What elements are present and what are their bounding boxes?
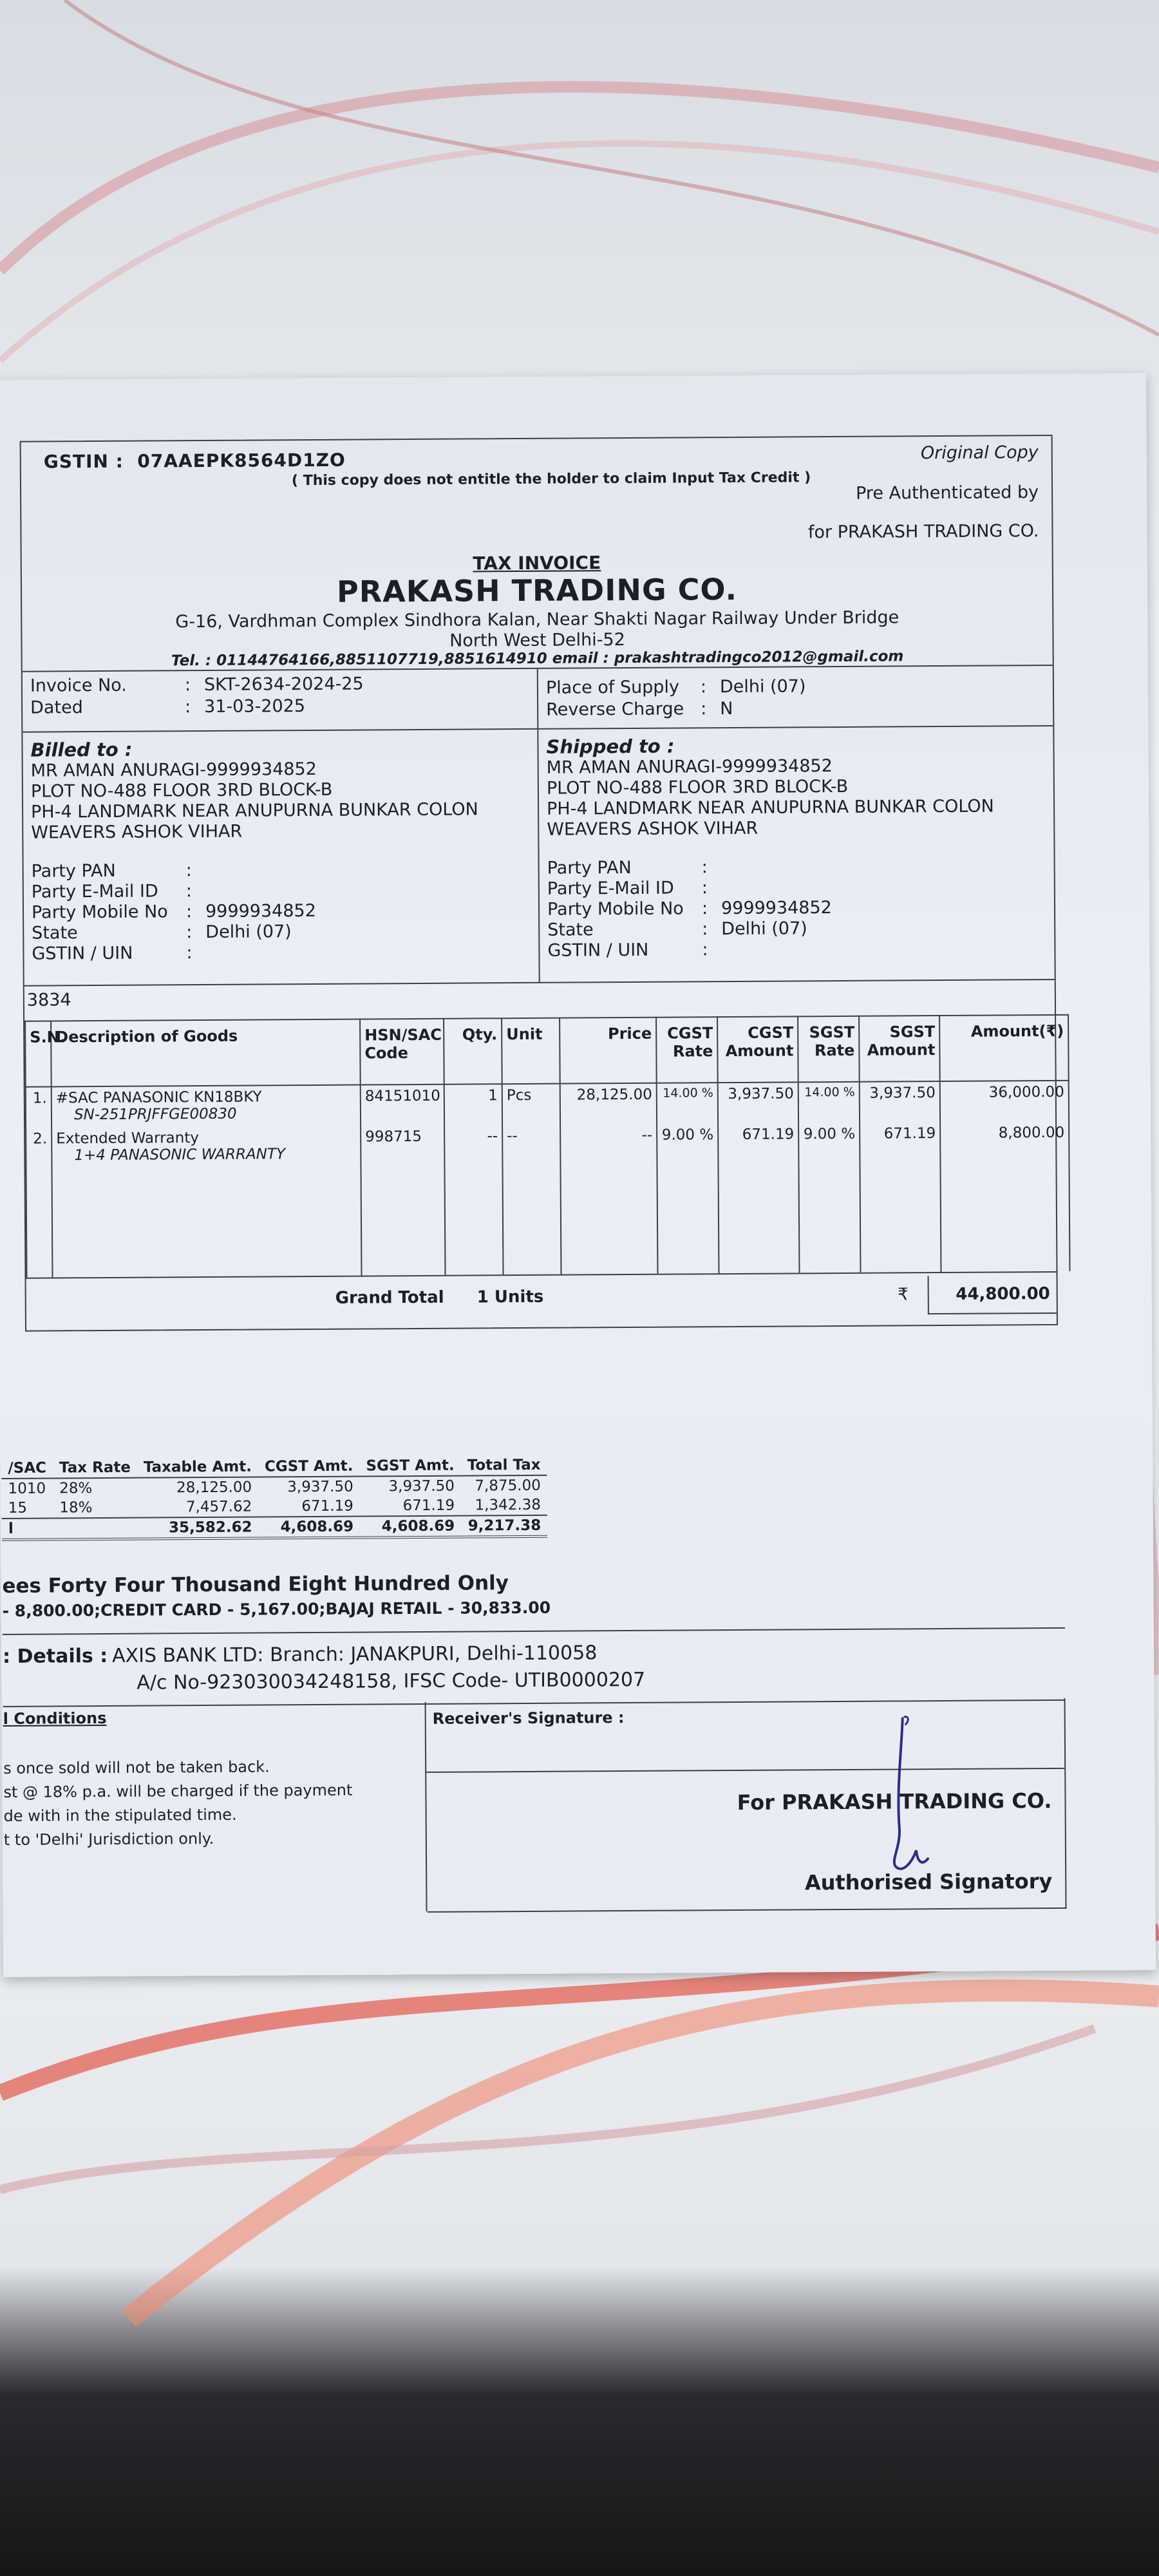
invoice-no-label: Invoice No. <box>30 675 127 696</box>
item-serial: SN-251PRJFFGE00830 <box>73 1105 237 1124</box>
terms-line: s once sold will not be taken back. <box>3 1757 270 1777</box>
item-cgst-amt: 3,937.50 <box>718 1082 798 1124</box>
grand-total-value: 44,800.00 <box>928 1275 1057 1314</box>
grand-total-units: 1 Units <box>476 1287 544 1307</box>
invoice-paper <box>0 373 1156 1977</box>
tax-total-cell: 4,608.69 <box>360 1516 461 1538</box>
col-sgst-amount: SGST Amount <box>859 1016 940 1082</box>
invoice-footer <box>3 1698 1067 1914</box>
amount-in-words: ees Forty Four Thousand Eight Hundred Only <box>2 1571 509 1598</box>
itc-notice: ( This copy does not entitle the holder to claim Input Tax Credit ) <box>291 469 811 489</box>
place-label: Place of Supply <box>545 677 680 698</box>
col-price: Price <box>560 1018 657 1084</box>
signature-block <box>426 1698 1067 1913</box>
seller-gstin: GSTIN : 07AAEPK8564D1ZO <box>43 449 346 473</box>
tax-cell: 3,937.50 <box>388 1477 455 1495</box>
reference-code: 3834 <box>24 979 1055 1021</box>
billed-gstin-label: GSTIN / UIN <box>32 943 133 964</box>
tax-cell: 28,125.00 <box>176 1479 252 1497</box>
invoice-no: SKT-2634-2024-25 <box>203 674 364 696</box>
shipped-mobile-label: Party Mobile No <box>547 898 684 920</box>
col-sgst-rate: SGST Rate <box>798 1016 860 1083</box>
tax-summary-table <box>1 1455 547 1541</box>
bank-line-1: AXIS BANK LTD: Branch: JANAKPURI, Delhi-110058 <box>112 1642 598 1667</box>
tax-col-total: Total Tax <box>461 1455 547 1476</box>
table-row <box>26 1122 1069 1170</box>
items-table <box>24 1014 1070 1278</box>
tax-cell: 671.19 <box>402 1497 455 1515</box>
item-sgst-amt: 3,937.50 <box>860 1081 940 1123</box>
invoice-header <box>21 436 1053 671</box>
tax-cell: 1,342.38 <box>475 1496 542 1514</box>
invoice-meta-right: Place of Supply : Delhi (07) Reverse Charge : N <box>537 666 1053 728</box>
reverse-charge: N <box>720 698 733 719</box>
tax-total-row <box>2 1515 547 1540</box>
tax-cell: 18% <box>59 1499 93 1517</box>
item-sn: 2. <box>26 1128 52 1169</box>
party-details <box>23 725 1054 985</box>
invoice-frame <box>2 435 1065 1895</box>
document-title: TAX INVOICE <box>473 552 601 574</box>
tax-cell: 671.19 <box>301 1497 353 1515</box>
terms-line: t to 'Delhi' Jurisdiction only. <box>3 1829 214 1849</box>
for-company-signature: For PRAKASH TRADING CO. <box>737 1788 1052 1815</box>
item-desc: Extended Warranty 1+4 PANASONIC WARRANTY <box>52 1126 361 1170</box>
item-hsn: 84151010 <box>361 1084 444 1126</box>
rupee-icon: ₹ <box>898 1285 909 1305</box>
authorised-signatory: Authorised Signatory <box>804 1868 1053 1895</box>
item-price: 28,125.00 <box>560 1083 657 1125</box>
billed-state: Delhi (07) <box>205 922 292 943</box>
shipped-to-title: Shipped to : <box>546 735 675 758</box>
reverse-label: Reverse Charge <box>546 699 684 720</box>
grand-total-row <box>26 1271 1057 1331</box>
terms-line: st @ 18% p.a. will be charged if the payment <box>3 1781 353 1801</box>
shipped-gstin-label: GSTIN / UIN <box>547 940 649 961</box>
shipped-addr1: PLOT NO-488 FLOOR 3RD BLOCK-B <box>546 776 849 799</box>
pre-authenticated: Pre Authenticated by <box>855 482 1039 504</box>
col-qty: Qty. <box>444 1018 502 1084</box>
col-cgst-rate: CGST Rate <box>656 1017 718 1083</box>
tax-col-taxable: Taxable Amt. <box>137 1457 258 1478</box>
receiver-signature-label: Receiver's Signature : <box>426 1698 1065 1773</box>
dated-label: Dated <box>30 697 83 718</box>
tax-cell: 7,875.00 <box>475 1477 541 1495</box>
billed-to-title: Billed to : <box>30 738 133 761</box>
company-name: PRAKASH TRADING CO. <box>336 571 738 609</box>
billed-mobile-label: Party Mobile No <box>31 902 168 923</box>
shipped-pan-label: Party PAN <box>547 857 632 878</box>
billed-email-label: Party E-Mail ID <box>31 881 158 902</box>
item-cgst-rate: 9.00 % <box>657 1124 718 1166</box>
shipped-name: MR AMAN ANURAGI-9999934852 <box>546 756 833 778</box>
col-sn: S.N. <box>25 1021 52 1086</box>
item-sn: 1. <box>26 1086 52 1128</box>
tax-cell: 7,457.62 <box>185 1498 252 1516</box>
billed-to: Billed to : MR AMAN ANURAGI-9999934852 PLOT NO-488 FLOOR 3RD BLOCK-B PH-4 LANDMARK NEAR ANUPURNA BUNKAR COLON WEAVERS ASHOK VIHAR Party PAN : Party E-Mail ID : Party Mobile No : 9999934852 State : Delhi (07) GSTIN / UIN : <box>23 730 538 985</box>
terms-conditions <box>3 1702 428 1914</box>
col-hsn: HSN/SAC Code <box>360 1019 444 1085</box>
item-qty: 1 <box>444 1084 502 1126</box>
item-qty: -- <box>444 1125 502 1167</box>
grand-total-label: Grand Total <box>335 1287 444 1308</box>
shipped-state: Delhi (07) <box>721 918 807 940</box>
tax-cell: 28% <box>59 1480 93 1497</box>
items-header-row <box>25 1015 1069 1087</box>
payment-breakup: - 8,800.00;CREDIT CARD - 5,167.00;BAJAJ RETAIL - 30,833.00 <box>2 1598 551 1620</box>
item-amount: 36,000.00 <box>940 1081 1069 1122</box>
item-sgst-amt: 671.19 <box>860 1122 940 1164</box>
item-sgst-rate: 14.00 % <box>798 1082 860 1124</box>
item-serial: 1+4 PANASONIC WARRANTY <box>74 1146 286 1164</box>
tax-summary-header <box>1 1455 547 1479</box>
bank-line-2: A/c No-923030034248158, IFSC Code- UTIB0000207 <box>137 1668 646 1694</box>
invoice-meta <box>23 665 1053 732</box>
col-cgst-amount: CGST Amount <box>717 1016 798 1083</box>
company-address-2: North West Delhi-52 <box>449 630 625 651</box>
billed-mobile: 9999934852 <box>205 900 316 922</box>
shipped-addr3: WEAVERS ASHOK VIHAR <box>547 818 759 840</box>
item-cgst-amt: 671.19 <box>718 1123 798 1165</box>
shipped-state-label: State <box>547 920 594 940</box>
shipped-mobile: 9999934852 <box>721 898 832 919</box>
bank-label: : Details : <box>3 1644 108 1668</box>
tax-col-cgst: CGST Amt. <box>258 1457 360 1477</box>
company-address-1: G-16, Vardhman Complex Sindhora Kalan, Near Shakti Nagar Railway Under Bridge <box>175 607 900 632</box>
copy-type: Original Copy <box>920 442 1039 464</box>
tax-cell: 3,937.50 <box>287 1478 353 1496</box>
item-desc: #SAC PANASONIC KN18BKY SN-251PRJFFGE00830 <box>52 1085 361 1128</box>
tax-total-cell: 35,582.62 <box>137 1517 258 1539</box>
table-row <box>2 1495 547 1519</box>
place-of-supply: Delhi (07) <box>719 676 806 697</box>
billed-state-label: State <box>32 923 78 943</box>
billed-pan-label: Party PAN <box>31 860 116 882</box>
billed-name: MR AMAN ANURAGI-9999934852 <box>30 759 317 781</box>
tax-total-cell: 9,217.38 <box>461 1515 547 1537</box>
col-amount: Amount(₹) <box>939 1015 1069 1081</box>
col-description: Description of Goods <box>51 1019 361 1087</box>
col-unit: Unit <box>502 1018 560 1084</box>
shipped-addr2: PH-4 LANDMARK NEAR ANUPURNA BUNKAR COLON <box>546 796 994 819</box>
tax-cell: 1010 <box>8 1480 46 1497</box>
billed-addr3: WEAVERS ASHOK VIHAR <box>31 821 243 843</box>
handwritten-signature <box>877 1712 936 1880</box>
item-price: -- <box>560 1124 657 1166</box>
company-contact: Tel. : 01144764166,8851107719,8851614910 email : prakashtradingco2012@gmail.com <box>171 648 904 670</box>
for-company-top: for PRAKASH TRADING CO. <box>807 521 1039 543</box>
table-row <box>26 1081 1069 1128</box>
terms-title: l Conditions <box>3 1709 107 1728</box>
item-sgst-rate: 9.00 % <box>798 1123 860 1165</box>
tax-col-hsn: /SAC <box>1 1458 53 1478</box>
table-filler <box>26 1163 1069 1278</box>
invoice-meta-left: Invoice No. : SKT-2634-2024-25 Dated : 31-03-2025 <box>30 674 364 718</box>
item-amount: 8,800.00 <box>940 1122 1069 1164</box>
item-cgst-rate: 14.00 % <box>657 1083 718 1124</box>
terms-line: de with in the stipulated time. <box>3 1805 237 1825</box>
gstin-value: 07AAEPK8564D1ZO <box>137 449 346 472</box>
shipped-email-label: Party E-Mail ID <box>547 878 674 899</box>
item-hsn: 998715 <box>361 1126 444 1168</box>
tax-total-cell: 4,608.69 <box>258 1517 360 1539</box>
item-unit: Pcs <box>502 1084 560 1126</box>
tax-col-rate: Tax Rate <box>53 1458 137 1479</box>
invoice-date: 31-03-2025 <box>204 696 306 717</box>
shipped-to: Shipped to : MR AMAN ANURAGI-9999934852 PLOT NO-488 FLOOR 3RD BLOCK-B PH-4 LANDMARK NEAR ANUPURNA BUNKAR COLON WEAVERS ASHOK VIHAR Party PAN : Party E-Mail ID : Party Mobile No : 9999934852 State : Delhi (07) GSTIN / UIN : <box>537 726 1054 982</box>
gstin-label: GSTIN <box>43 450 109 473</box>
bank-details <box>3 1627 1066 1707</box>
tax-cell: 15 <box>8 1499 28 1517</box>
item-unit: -- <box>502 1125 560 1167</box>
tax-total-cell: l <box>2 1518 53 1539</box>
tax-total-cell <box>53 1518 137 1540</box>
tax-col-sgst: SGST Amt. <box>359 1456 460 1477</box>
table-row <box>1 1475 547 1499</box>
billed-addr1: PLOT NO-488 FLOOR 3RD BLOCK-B <box>30 779 333 802</box>
billed-addr2: PH-4 LANDMARK NEAR ANUPURNA BUNKAR COLON <box>31 799 478 822</box>
